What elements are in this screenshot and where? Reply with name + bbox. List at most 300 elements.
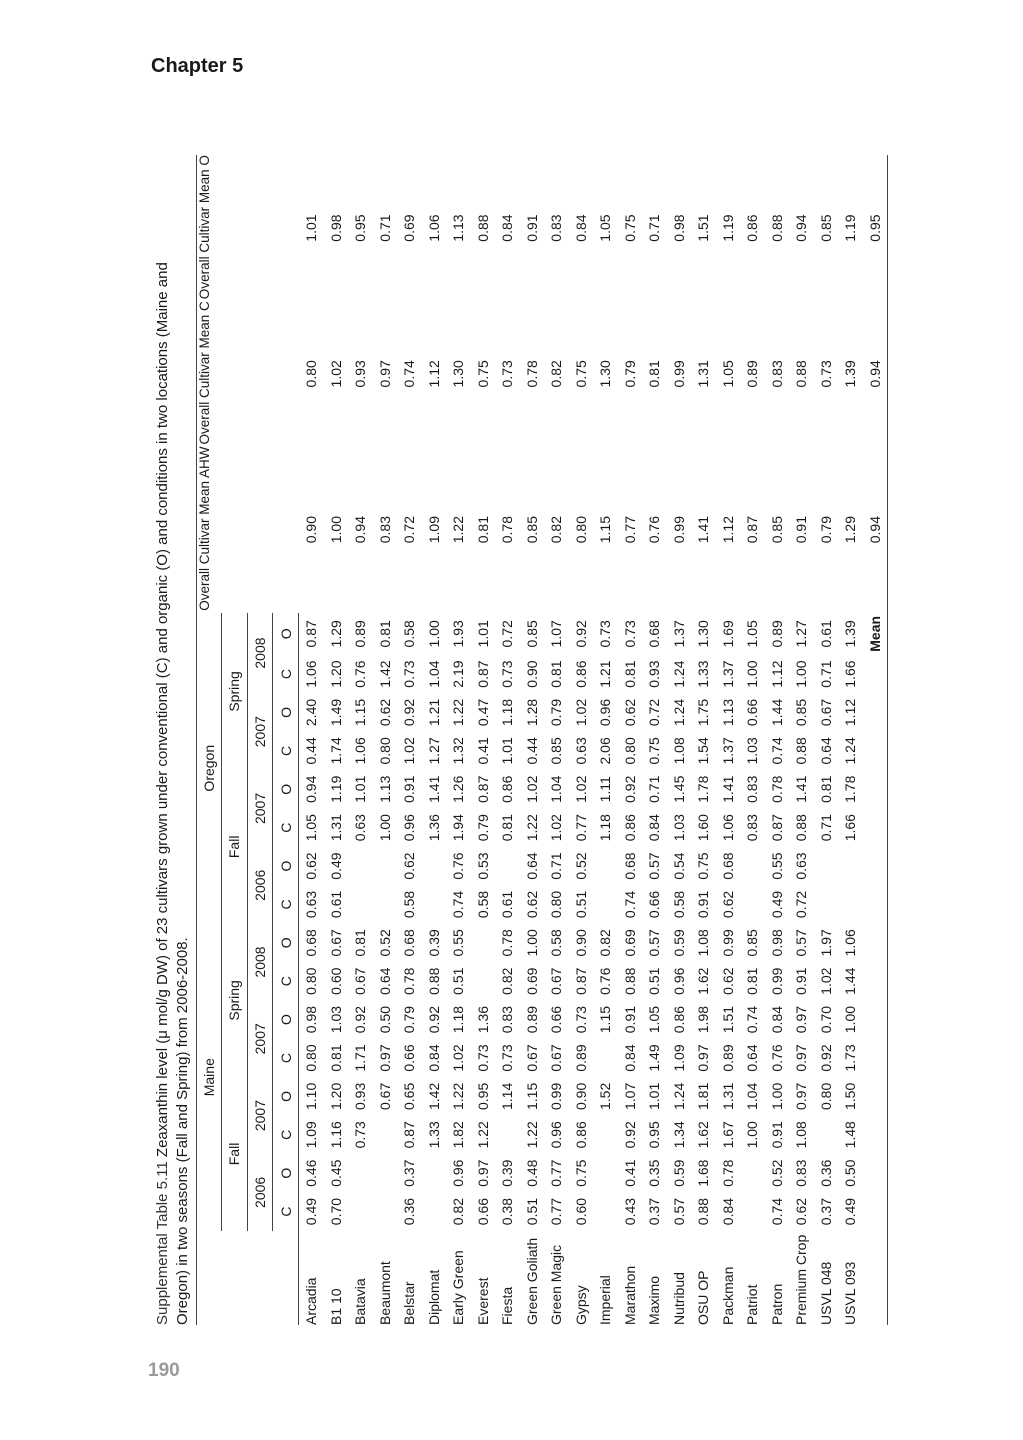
cultivar-name: Green Goliath [523, 1237, 540, 1325]
value-cell: 1.42 [425, 1082, 442, 1111]
value-cell: 0.68 [719, 852, 736, 880]
value-cell: 1.98 [695, 1005, 712, 1034]
value-cell: 0.90 [572, 1082, 589, 1111]
value-cell: 1.20 [327, 1082, 344, 1111]
value-cell: 1.41 [425, 775, 442, 803]
value-cell: 0.63 [352, 814, 369, 842]
mean-value: 0.94 [863, 446, 888, 612]
value-cell: 1.33 [695, 660, 712, 688]
value-cell: 0.63 [572, 737, 589, 765]
value-cell: 0.64 [523, 852, 540, 880]
value-cell: 0.78 [523, 360, 540, 388]
value-cell: 1.31 [719, 1082, 736, 1111]
value-cell: 0.73 [499, 1044, 516, 1072]
value-cell: 0.88 [768, 214, 785, 242]
value-cell: 1.94 [450, 814, 467, 842]
value-cell: 0.92 [352, 1005, 369, 1034]
table-row [667, 155, 692, 1325]
value-cell: 0.99 [768, 967, 785, 995]
value-cell [373, 1192, 398, 1230]
table-row [789, 155, 814, 1325]
value-cell: 0.80 [376, 737, 393, 765]
value-cell: 1.18 [450, 1005, 467, 1034]
value-cell: 0.77 [548, 1159, 565, 1187]
value-cell: 0.62 [401, 852, 418, 880]
value-cell: 0.82 [450, 1197, 467, 1226]
value-cell: 0.62 [376, 698, 393, 727]
value-cell: 1.24 [670, 660, 687, 688]
table-row [618, 155, 643, 1325]
value-cell: 0.60 [327, 967, 344, 995]
value-cell [373, 1154, 398, 1192]
year-header: 2007 [247, 693, 273, 770]
value-cell: 0.88 [425, 967, 442, 995]
value-cell [373, 1116, 398, 1154]
value-cell: 1.27 [793, 620, 810, 648]
condition-header: C [273, 655, 299, 693]
table-row [593, 155, 618, 1325]
value-cell: 1.13 [719, 698, 736, 727]
value-cell: 1.51 [719, 1005, 736, 1034]
value-cell: 0.87 [768, 814, 785, 842]
value-cell: 0.93 [352, 1082, 369, 1111]
value-cell: 0.49 [327, 852, 344, 880]
value-cell [373, 885, 398, 923]
table-row [299, 155, 324, 1325]
value-cell: 1.06 [352, 737, 369, 765]
value-cell [471, 962, 496, 1000]
value-cell: 1.21 [425, 698, 442, 727]
zeaxanthin-table [196, 155, 888, 1325]
value-cell: 1.02 [817, 967, 834, 995]
cultivar-name: Beaumont [376, 1261, 393, 1325]
value-cell: 0.82 [548, 360, 565, 388]
value-cell: 1.37 [719, 737, 736, 765]
value-cell: 1.06 [719, 814, 736, 842]
value-cell: 1.24 [670, 1082, 687, 1111]
value-cell: 1.19 [719, 214, 736, 242]
value-cell: 0.76 [646, 516, 663, 544]
table-row [814, 155, 839, 1325]
value-cell: 1.05 [719, 360, 736, 388]
value-cell: 1.22 [450, 698, 467, 727]
value-cell: 1.08 [670, 737, 687, 765]
cultivar-name: Gypsy [572, 1285, 589, 1325]
value-cell: 0.37 [401, 1159, 418, 1187]
value-cell: 0.61 [817, 620, 834, 648]
value-cell: 1.15 [352, 698, 369, 727]
value-cell: 0.70 [327, 1197, 344, 1226]
value-cell: 0.98 [670, 214, 687, 242]
value-cell: 0.76 [597, 967, 614, 995]
value-cell: 1.00 [376, 814, 393, 842]
value-cell: 0.84 [768, 1005, 785, 1034]
value-cell: 1.12 [425, 360, 442, 388]
value-cell: 0.58 [670, 890, 687, 919]
value-cell [838, 885, 863, 923]
value-cell [814, 1116, 839, 1154]
table-caption [153, 225, 193, 1325]
rotated-table-container [153, 155, 893, 1325]
value-cell: 0.37 [646, 1197, 663, 1226]
value-cell: 0.65 [401, 1082, 418, 1111]
value-cell: 1.67 [719, 1121, 736, 1149]
value-cell: 1.20 [327, 660, 344, 688]
value-cell: 0.97 [376, 360, 393, 388]
value-cell: 0.52 [768, 1159, 785, 1187]
value-cell: 0.68 [621, 852, 638, 880]
value-cell: 2.40 [303, 698, 320, 727]
value-cell [740, 1154, 765, 1192]
value-cell: 0.55 [450, 929, 467, 957]
table-row [495, 155, 520, 1325]
value-cell: 1.36 [474, 1005, 491, 1034]
value-cell [593, 1192, 618, 1230]
value-cell: 1.69 [719, 620, 736, 648]
cultivar-name: Early Green [450, 1250, 467, 1325]
value-cell: 0.97 [793, 1044, 810, 1072]
value-cell: 1.44 [842, 967, 859, 995]
value-cell: 0.74 [621, 890, 638, 919]
value-cell: 0.78 [719, 1159, 736, 1187]
cultivar-name: Everest [474, 1277, 491, 1325]
value-cell: 0.74 [744, 1005, 761, 1034]
value-cell: 0.78 [499, 516, 516, 544]
value-cell: 0.80 [303, 360, 319, 388]
value-cell: 0.67 [327, 929, 344, 957]
table-row [471, 155, 496, 1325]
value-cell: 0.81 [376, 620, 393, 648]
value-cell: 0.71 [646, 775, 663, 803]
value-cell: 0.51 [646, 967, 663, 995]
value-cell: 0.72 [646, 698, 663, 727]
value-cell: 1.29 [842, 516, 859, 544]
value-cell: 0.94 [352, 516, 369, 544]
condition-header: O [273, 693, 299, 731]
value-cell: 0.79 [548, 698, 565, 727]
value-cell: 0.84 [425, 1044, 442, 1072]
value-cell: 0.73 [499, 660, 516, 688]
value-cell [740, 1192, 765, 1230]
value-cell: 0.76 [450, 852, 467, 880]
value-cell: 0.64 [744, 1044, 761, 1072]
value-cell: 0.83 [744, 775, 761, 803]
value-cell: 1.07 [548, 620, 565, 648]
value-cell: 0.57 [646, 852, 663, 880]
value-cell: 0.95 [474, 1082, 491, 1111]
mean-value: 0.95 [863, 155, 888, 301]
value-cell: 0.51 [523, 1197, 540, 1226]
value-cell: 0.50 [842, 1159, 859, 1187]
value-cell: 1.41 [695, 516, 712, 544]
value-cell: 0.41 [621, 1159, 638, 1187]
value-cell [740, 885, 765, 923]
value-cell: 0.90 [572, 929, 589, 957]
value-cell: 1.71 [352, 1044, 369, 1072]
value-cell: 0.38 [499, 1197, 516, 1226]
cultivar-name: Patron [768, 1283, 785, 1325]
value-cell: 1.22 [450, 516, 467, 544]
value-cell: 0.80 [572, 516, 589, 544]
value-cell: 0.78 [499, 929, 516, 957]
value-cell: 0.67 [817, 698, 834, 727]
value-cell: 0.95 [352, 214, 369, 242]
table-row [569, 155, 594, 1325]
value-cell: 0.96 [597, 698, 614, 727]
value-cell: 1.42 [376, 660, 393, 688]
value-cell: 1.49 [646, 1044, 663, 1072]
year-header: 2006 [247, 1154, 273, 1231]
value-cell: 1.22 [523, 1121, 540, 1149]
value-cell: 0.61 [499, 890, 516, 919]
value-cell: 1.44 [768, 698, 785, 727]
value-cell: 0.61 [327, 890, 344, 919]
value-cell: 0.97 [474, 1159, 491, 1187]
cultivar-name: B1 10 [327, 1288, 344, 1325]
value-cell: 1.02 [548, 814, 565, 842]
table-row [324, 155, 349, 1325]
value-cell: 0.73 [572, 1005, 589, 1034]
season-header: Spring [222, 613, 248, 770]
value-cell: 0.79 [474, 814, 491, 842]
value-cell: 0.70 [817, 1005, 834, 1034]
table-row [642, 155, 667, 1325]
value-cell: 0.83 [744, 814, 761, 842]
value-cell: 0.81 [352, 929, 369, 957]
value-cell: 1.21 [597, 660, 614, 688]
value-cell: 1.11 [597, 776, 614, 803]
value-cell: 0.73 [401, 660, 418, 688]
value-cell: 1.00 [744, 1121, 761, 1149]
value-cell: 0.80 [621, 737, 638, 765]
value-cell: 1.04 [425, 660, 442, 688]
location-header-oregon: Oregon [197, 613, 222, 924]
value-cell: 1.09 [303, 1121, 320, 1149]
value-cell [838, 847, 863, 885]
season-header: Fall [222, 1077, 248, 1231]
table-row [348, 155, 373, 1325]
value-cell: 0.73 [499, 360, 516, 388]
value-cell: 0.62 [719, 890, 736, 919]
condition-header: C [273, 1039, 299, 1077]
value-cell: 0.62 [719, 967, 736, 995]
condition-header: O [273, 613, 299, 655]
value-cell: 0.66 [401, 1044, 418, 1072]
value-cell: 0.77 [572, 814, 589, 842]
value-cell: 0.89 [523, 1005, 540, 1034]
value-cell [593, 1039, 618, 1077]
value-cell: 1.03 [327, 1005, 344, 1034]
value-cell: 0.74 [768, 1197, 785, 1226]
value-cell: 0.49 [842, 1197, 859, 1226]
value-cell: 0.95 [646, 1121, 663, 1149]
overall-c-header: Overall Cultivar Mean C [197, 301, 299, 446]
page-number: 190 [148, 1360, 180, 1381]
value-cell: 0.86 [670, 1005, 687, 1034]
value-cell: 1.30 [597, 360, 614, 388]
value-cell: 0.76 [352, 660, 369, 688]
value-cell: 1.04 [548, 775, 565, 803]
value-cell: 1.15 [597, 516, 614, 544]
value-cell: 0.47 [474, 698, 491, 727]
value-cell: 0.85 [523, 516, 540, 544]
value-cell: 0.83 [548, 214, 565, 242]
value-cell: 1.05 [303, 814, 320, 842]
value-cell: 0.87 [474, 775, 491, 803]
value-cell: 0.73 [817, 360, 834, 388]
value-cell: 1.06 [842, 929, 859, 957]
value-cell: 0.57 [646, 929, 663, 957]
value-cell: 0.75 [695, 852, 712, 880]
value-cell: 1.00 [327, 516, 344, 544]
value-cell: 1.10 [303, 1082, 320, 1111]
value-cell: 1.24 [670, 698, 687, 727]
value-cell: 1.06 [425, 214, 442, 242]
value-cell: 0.58 [401, 620, 418, 648]
value-cell: 1.02 [327, 360, 344, 388]
value-cell: 1.29 [327, 620, 344, 648]
value-cell: 1.49 [327, 698, 344, 727]
value-cell: 0.76 [768, 1044, 785, 1072]
cultivar-name: Nutribud [670, 1272, 687, 1325]
value-cell [495, 1116, 520, 1154]
value-cell: 0.36 [817, 1159, 834, 1187]
chapter-heading: Chapter 5 [151, 55, 244, 77]
mean-label: Mean [863, 613, 888, 655]
value-cell [740, 847, 765, 885]
value-cell: 0.58 [548, 929, 565, 957]
condition-header: O [273, 1000, 299, 1038]
value-cell: 0.92 [401, 698, 418, 727]
table-row [740, 155, 765, 1325]
value-cell: 1.66 [842, 660, 859, 688]
value-cell: 0.67 [376, 1082, 393, 1111]
cultivar-name: Patriot [744, 1284, 761, 1325]
table-row [765, 155, 790, 1325]
value-cell: 0.58 [401, 890, 418, 919]
value-cell: 2.19 [450, 660, 467, 688]
value-cell: 0.71 [817, 814, 834, 842]
value-cell [471, 924, 496, 962]
value-cell: 1.33 [425, 1121, 442, 1149]
table-row [520, 155, 545, 1325]
value-cell: 0.74 [401, 360, 418, 388]
value-cell: 0.73 [621, 620, 638, 648]
value-cell: 0.69 [523, 967, 540, 995]
value-cell [348, 1192, 373, 1230]
value-cell: 1.07 [621, 1082, 638, 1111]
value-cell: 0.90 [523, 660, 540, 688]
value-cell: 0.88 [474, 214, 491, 242]
value-cell: 0.99 [670, 516, 687, 544]
value-cell: 1.66 [842, 814, 859, 842]
value-cell: 1.02 [450, 1044, 467, 1072]
value-cell: 0.98 [768, 929, 785, 957]
value-cell: 0.83 [376, 516, 393, 544]
value-cell: 0.92 [425, 1005, 442, 1034]
value-cell: 0.73 [474, 1044, 491, 1072]
value-cell: 0.59 [670, 929, 687, 957]
value-cell: 0.67 [523, 1044, 540, 1072]
value-cell: 0.81 [817, 775, 834, 803]
value-cell: 0.74 [450, 890, 467, 919]
value-cell: 1.09 [670, 1044, 687, 1072]
value-cell: 0.62 [793, 1197, 810, 1226]
value-cell: 1.01 [499, 737, 516, 765]
value-cell: 0.39 [425, 929, 442, 957]
value-cell: 1.02 [401, 737, 418, 765]
value-cell: 1.22 [523, 814, 540, 842]
value-cell: 0.79 [817, 516, 834, 544]
value-cell: 1.41 [793, 775, 810, 803]
value-cell: 1.08 [793, 1121, 810, 1149]
condition-header: C [273, 808, 299, 846]
value-cell: 0.82 [597, 929, 614, 957]
value-cell: 1.60 [695, 814, 712, 842]
value-cell: 1.31 [695, 360, 712, 388]
value-cell: 1.00 [768, 1082, 785, 1111]
value-cell: 0.73 [597, 620, 614, 648]
caption-line-1: Zeaxanthin level (μ mol/g DW) of 23 cultivars grown under conventional (C) and organic (O) and conditions in two locations (Maine and [154, 262, 171, 1162]
value-cell: 0.80 [548, 890, 565, 919]
value-cell: 0.94 [793, 214, 810, 242]
value-cell: 1.34 [670, 1121, 687, 1149]
value-cell: 1.19 [327, 775, 344, 803]
value-cell [348, 1154, 373, 1192]
value-cell [348, 885, 373, 923]
value-cell: 1.97 [817, 929, 834, 957]
value-cell: 0.66 [646, 890, 663, 919]
value-cell: 0.98 [327, 214, 344, 242]
year-header: 2008 [247, 924, 273, 1001]
table-row [373, 155, 398, 1325]
value-cell: 1.36 [425, 814, 442, 842]
value-cell: 1.28 [523, 698, 540, 727]
value-cell: 1.75 [695, 698, 712, 727]
value-cell: 0.97 [695, 1044, 712, 1072]
value-cell: 0.81 [744, 967, 761, 995]
condition-header: C [273, 1116, 299, 1154]
value-cell: 0.44 [303, 737, 320, 765]
value-cell: 0.72 [499, 620, 516, 648]
value-cell: 0.75 [572, 360, 589, 388]
value-cell: 0.86 [572, 660, 589, 688]
value-cell: 1.09 [425, 516, 442, 544]
value-cell: 0.83 [768, 360, 785, 388]
value-cell: 1.02 [523, 775, 540, 803]
value-cell: 0.83 [499, 1005, 516, 1034]
value-cell: 0.89 [352, 620, 369, 648]
condition-header: O [273, 847, 299, 885]
value-cell: 1.74 [327, 737, 344, 765]
value-cell: 1.27 [425, 737, 442, 765]
value-cell: 1.24 [842, 737, 859, 765]
value-cell: 1.00 [425, 620, 442, 648]
value-cell: 0.51 [572, 890, 589, 919]
value-cell: 1.45 [670, 775, 687, 803]
value-cell: 1.81 [695, 1082, 712, 1111]
value-cell: 0.99 [670, 360, 687, 388]
value-cell: 0.91 [401, 775, 418, 803]
value-cell: 0.91 [523, 214, 540, 242]
condition-header: O [273, 1154, 299, 1192]
overall-o-header: Overall Cultivar Mean O [197, 155, 299, 301]
table-row [446, 155, 471, 1325]
value-cell: 1.39 [842, 360, 859, 388]
value-cell: 1.05 [744, 620, 761, 648]
value-cell: 1.62 [695, 967, 712, 995]
value-cell: 0.48 [523, 1159, 540, 1187]
